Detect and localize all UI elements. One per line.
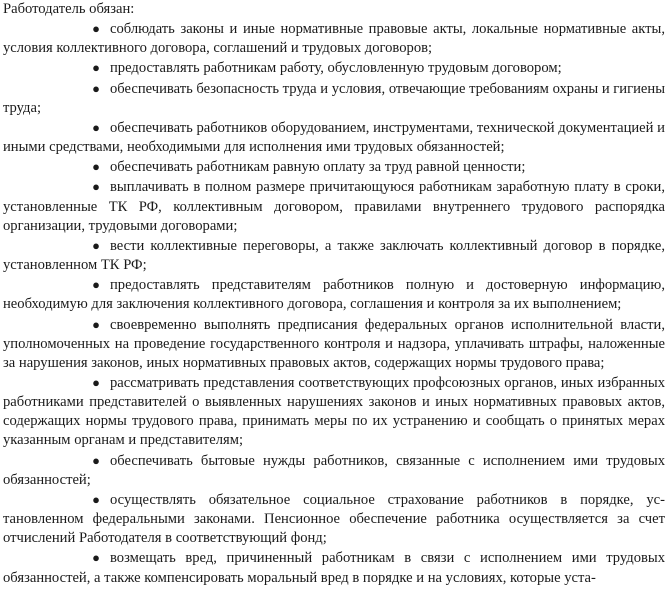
list-item-text: обеспечивать безопасность труда и условия, отвечающие требованиям охраны и гигиены труда; — [3, 80, 665, 116]
list-item — [3, 58, 665, 78]
list-item-text: своевременно выполнять предписания федеральных органов исполнительной власти, уполномоченных на проведение государственного контроля и надзора, уплачивать штрафы, наложенные за нарушения законов, иных нормативных правовых актов, содержащих нормы трудового права; — [3, 316, 665, 371]
list-item — [3, 79, 665, 118]
list-item — [3, 373, 665, 451]
list-item-text: вести коллективные переговоры, а также заключать коллективный договор в порядке, установленном ТК РФ; — [3, 237, 665, 274]
bullet-icon: ● — [92, 60, 100, 76]
list-item — [3, 157, 665, 177]
bullet-icon: ● — [92, 159, 100, 175]
document-heading: Работодатель обязан: — [3, 1, 135, 17]
list-item-text: выплачивать в полном размере причитающуюся работникам заработную плату в сроки, установленные ТК РФ, коллективным договором, правилами внутреннего трудового распорядка организации, трудовыми договорами; — [3, 179, 665, 234]
list-item-text: предоставлять представителям работников полную и достоверную информацию, необходимую для заключения коллективного договора, соглашения и контроля за их выполнением; — [3, 277, 665, 313]
list-item — [3, 451, 665, 490]
list-item — [3, 118, 665, 157]
bullet-icon: ● — [92, 316, 100, 332]
bullet-icon: ● — [92, 374, 100, 390]
bullet-icon: ● — [92, 452, 100, 468]
list-item-text: предоставлять работникам работу, обусловленную трудовым договором; — [110, 60, 562, 77]
bullet-icon: ● — [92, 21, 100, 37]
list-item — [3, 177, 665, 235]
list-item-text: обеспечивать работникам равную оплату за труд равной ценности; — [110, 159, 526, 176]
list-item — [3, 548, 665, 587]
bullet-icon: ● — [92, 179, 100, 195]
list-item-text: обеспечивать бытовые нужды работников, связанные с исполнением ими трудовых обязанностей; — [3, 452, 665, 488]
list-item — [3, 315, 665, 373]
bullet-icon: ● — [92, 550, 100, 566]
bullet-icon: ● — [92, 237, 100, 253]
list-item-text: обеспечивать работников оборудованием, инструментами, технической документацией и иными средствами, необходимыми для исполнения ими трудовых обязанностей; — [3, 119, 665, 156]
list-item-text: рассматривать представления соответствующих профсоюзных органов, иных избранных работниками представителей о выявленных нарушениях законов и иных нормативных правовых актов, содержащих нормы трудового права, принимать меры по их устранению и сообщать о принятых мерах указанным органам и представителям; — [3, 374, 665, 449]
list-item — [3, 236, 665, 275]
bullet-icon: ● — [92, 277, 100, 293]
list-item-text: осуществлять обязательное социальное страхование работников в порядке, установленном федеральными законами. Пенсионное обеспечение работника осуществляется за счет отчислений Работодателя в соответствующий фонд; — [3, 491, 665, 547]
bullet-icon: ● — [92, 80, 100, 96]
list-item — [3, 490, 665, 548]
bullet-icon: ● — [92, 119, 100, 135]
list-item-text: возмещать вред, причиненный работникам в связи с исполнением ими трудовых обязанностей, а также компенсировать моральный вред в порядке и на условиях, которые уста- — [3, 550, 665, 586]
list-item-text: соблюдать законы и иные нормативные правовые акты, локальные нормативные акты, условия коллективного договора, соглашений и трудовых договоров; — [3, 21, 665, 57]
list-item — [3, 275, 665, 314]
bullet-icon: ● — [92, 491, 100, 507]
document-body — [3, 0, 665, 588]
list-item — [3, 19, 665, 58]
